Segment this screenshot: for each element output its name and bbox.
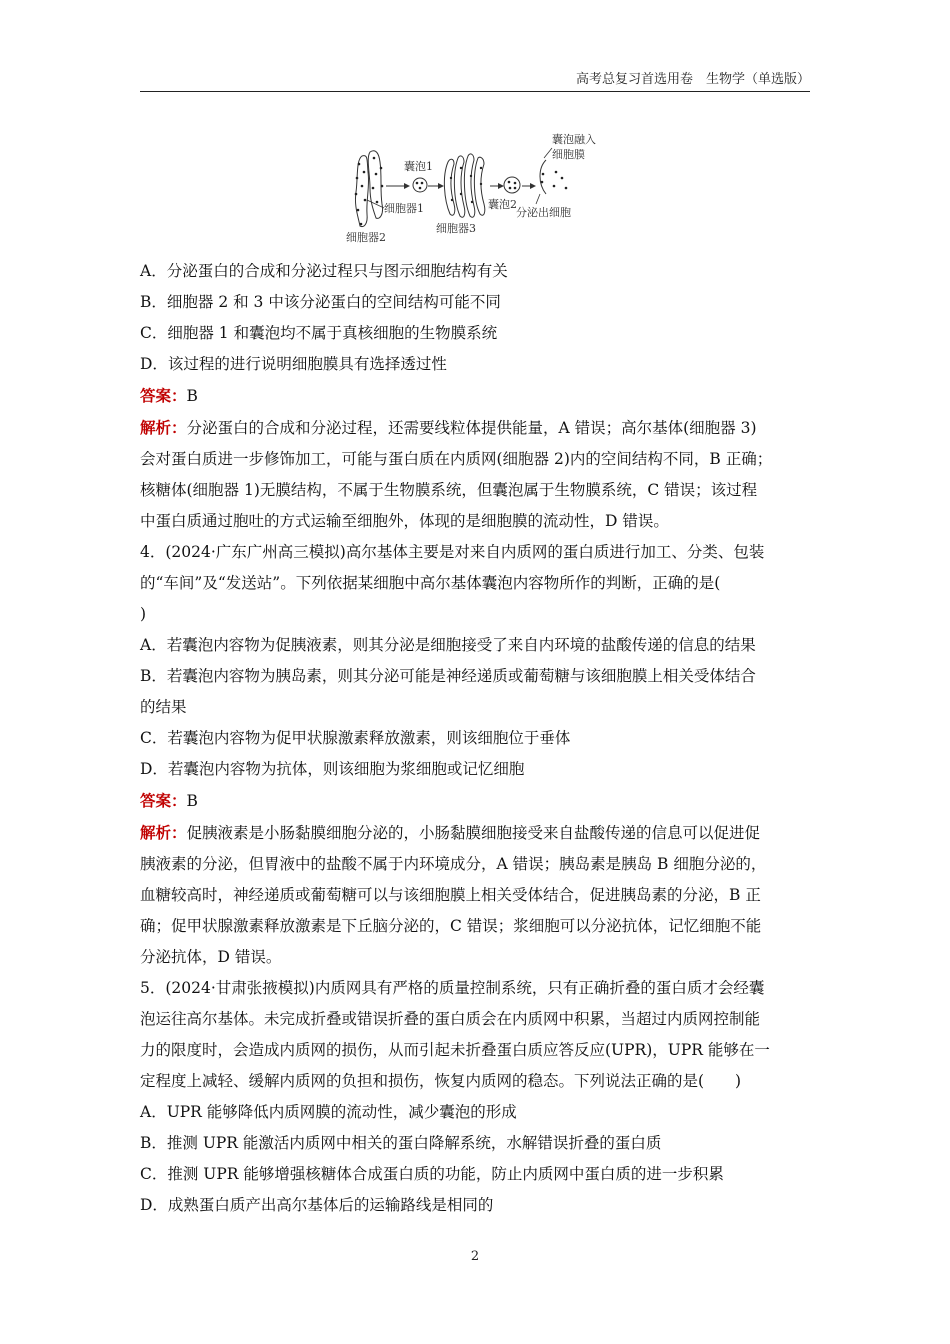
organelle-2-er-shape — [355, 151, 384, 227]
q5-stem-line-3: 力的限度时，会造成内质网的损伤，从而引起未折叠蛋白质应答反应(UPR)，UPR 能够在一 — [140, 1041, 770, 1059]
q4-explanation-line-3: 血糖较高时，神经递质或葡萄糖可以与该细胞膜上相关受体结合，促进胰岛素的分泌，B 正 — [140, 886, 761, 904]
q4-explanation-line-1 — [140, 817, 810, 849]
q3-answer — [140, 380, 810, 412]
q4-option-c: C．若囊泡内容物为促甲状腺激素释放激素，则该细胞位于垂体 — [140, 729, 571, 747]
q4-option-b-cont: 的结果 — [140, 698, 187, 716]
q4-option-b: B．若囊泡内容物为胰岛素，则其分泌可能是神经递质或葡萄糖与该细胞膜上相关受体结合 — [140, 667, 756, 685]
vesicle-2-shape — [504, 177, 520, 193]
q4-stem-line-2: 的“车间”及“发送站”。下列依据某细胞中高尔基体囊泡内容物所作的判断，正确的是( — [140, 574, 721, 592]
q4-explanation-line-5: 分泌抗体，D 错误。 — [140, 948, 282, 966]
q3-answer-label: 答案： — [140, 386, 187, 405]
secretion-pathway-diagram — [340, 128, 620, 248]
membrane-fusion-shape — [540, 160, 567, 194]
q5-option-a: A．UPR 能够降低内质网膜的流动性，减少囊泡的形成 — [140, 1103, 517, 1121]
organelle-1-label: 细胞器1 — [384, 202, 424, 215]
secrete-out-label: 分泌出细胞 — [516, 206, 571, 219]
q5-option-c: C．推测 UPR 能够增强核糖体合成蛋白质的功能，防止内质网中蛋白质的进一步积累 — [140, 1165, 724, 1183]
running-header: 高考总复习首选用卷 生物学（单选版） — [140, 68, 810, 92]
page-content — [140, 256, 810, 1221]
q3-explanation-label: 解析： — [140, 418, 187, 437]
q3-explanation-line-3: 核糖体(细胞器 1)无膜结构，不属于生物膜系统，但囊泡属于生物膜系统，C 错误；该过程 — [140, 481, 758, 499]
q4-explanation-label: 解析： — [140, 823, 187, 842]
q4-stem-line-1: 4．(2024·广东广州高三模拟)高尔基体主要是对来自内质网的蛋白质进行加工、分类、包装 — [140, 543, 765, 561]
fuse-membrane-label-line2: 细胞膜 — [552, 148, 585, 161]
q4-option-d: D．若囊泡内容物为抗体，则该细胞为浆细胞或记忆细胞 — [140, 760, 525, 778]
q4-answer — [140, 785, 810, 817]
q3-option-b: B．细胞器 2 和 3 中该分泌蛋白的空间结构可能不同 — [140, 293, 501, 311]
q5-option-b: B．推测 UPR 能激活内质网中相关的蛋白降解系统，水解错误折叠的蛋白质 — [140, 1134, 662, 1152]
q4-explanation-text-1: 促胰液素是小肠黏膜细胞分泌的，小肠黏膜细胞接受来自盐酸传递的信息可以促进促 — [186, 824, 761, 842]
q5-stem-line-4: 定程度上减轻、缓解内质网的负担和损伤，恢复内质网的稳态。下列说法正确的是( ) — [140, 1072, 742, 1090]
page-number: 2 — [470, 1249, 480, 1264]
q5-stem-line-1: 5．(2024·甘肃张掖模拟)内质网具有严格的质量控制系统，只有正确折叠的蛋白质才会经囊 — [140, 979, 765, 997]
q3-option-c: C．细胞器 1 和囊泡均不属于真核细胞的生物膜系统 — [140, 324, 498, 342]
organelle-3-label: 细胞器3 — [436, 222, 476, 235]
q3-explanation-line-4: 中蛋白质通过胞吐的方式运输至细胞外，体现的是细胞膜的流动性，D 错误。 — [140, 512, 669, 530]
secretion-pathway-figure — [340, 128, 620, 248]
vesicle-1-shape — [413, 178, 427, 192]
vesicle-2-label: 囊泡2 — [488, 198, 517, 211]
q4-option-a: A．若囊泡内容物为促胰液素，则其分泌是细胞接受了来自内环境的盐酸传递的信息的结果 — [140, 636, 756, 654]
q3-answer-value: B — [186, 387, 198, 405]
q4-explanation-line-4: 确；促甲状腺激素释放激素是下丘脑分泌的，C 错误；浆细胞可以分泌抗体，记忆细胞不能 — [140, 917, 762, 935]
organelle-2-label: 细胞器2 — [346, 231, 386, 244]
q3-option-a: A．分泌蛋白的合成和分泌过程只与图示细胞结构有关 — [140, 262, 508, 280]
fuse-membrane-label-line1: 囊泡融入 — [552, 133, 596, 146]
q5-option-d: D．成熟蛋白质产出高尔基体后的运输路线是相同的 — [140, 1196, 494, 1214]
vesicle-1-label: 囊泡1 — [404, 160, 433, 173]
q4-explanation-line-2: 胰液素的分泌，但胃液中的盐酸不属于内环境成分，A 错误；胰岛素是胰岛 B 细胞分泌的， — [140, 855, 767, 873]
q3-explanation-text-1: 分泌蛋白的合成和分泌过程，还需要线粒体提供能量，A 错误；高尔基体(细胞器 3) — [186, 419, 757, 437]
q3-option-d: D．该过程的进行说明细胞膜具有选择透过性 — [140, 355, 447, 373]
q3-explanation-line-1 — [140, 412, 810, 444]
q4-stem-line-3: ) — [140, 605, 147, 623]
q3-explanation-line-2: 会对蛋白质进一步修饰加工，可能与蛋白质在内质网(细胞器 2)内的空间结构不同，B 正确； — [140, 450, 773, 468]
q4-answer-value: B — [186, 792, 198, 810]
q4-answer-label: 答案： — [140, 791, 187, 810]
q5-stem-line-2: 泡运往高尔基体。未完成折叠或错误折叠的蛋白质会在内质网中积累，当超过内质网控制能 — [140, 1010, 761, 1028]
organelle-3-golgi-shape — [444, 154, 484, 217]
